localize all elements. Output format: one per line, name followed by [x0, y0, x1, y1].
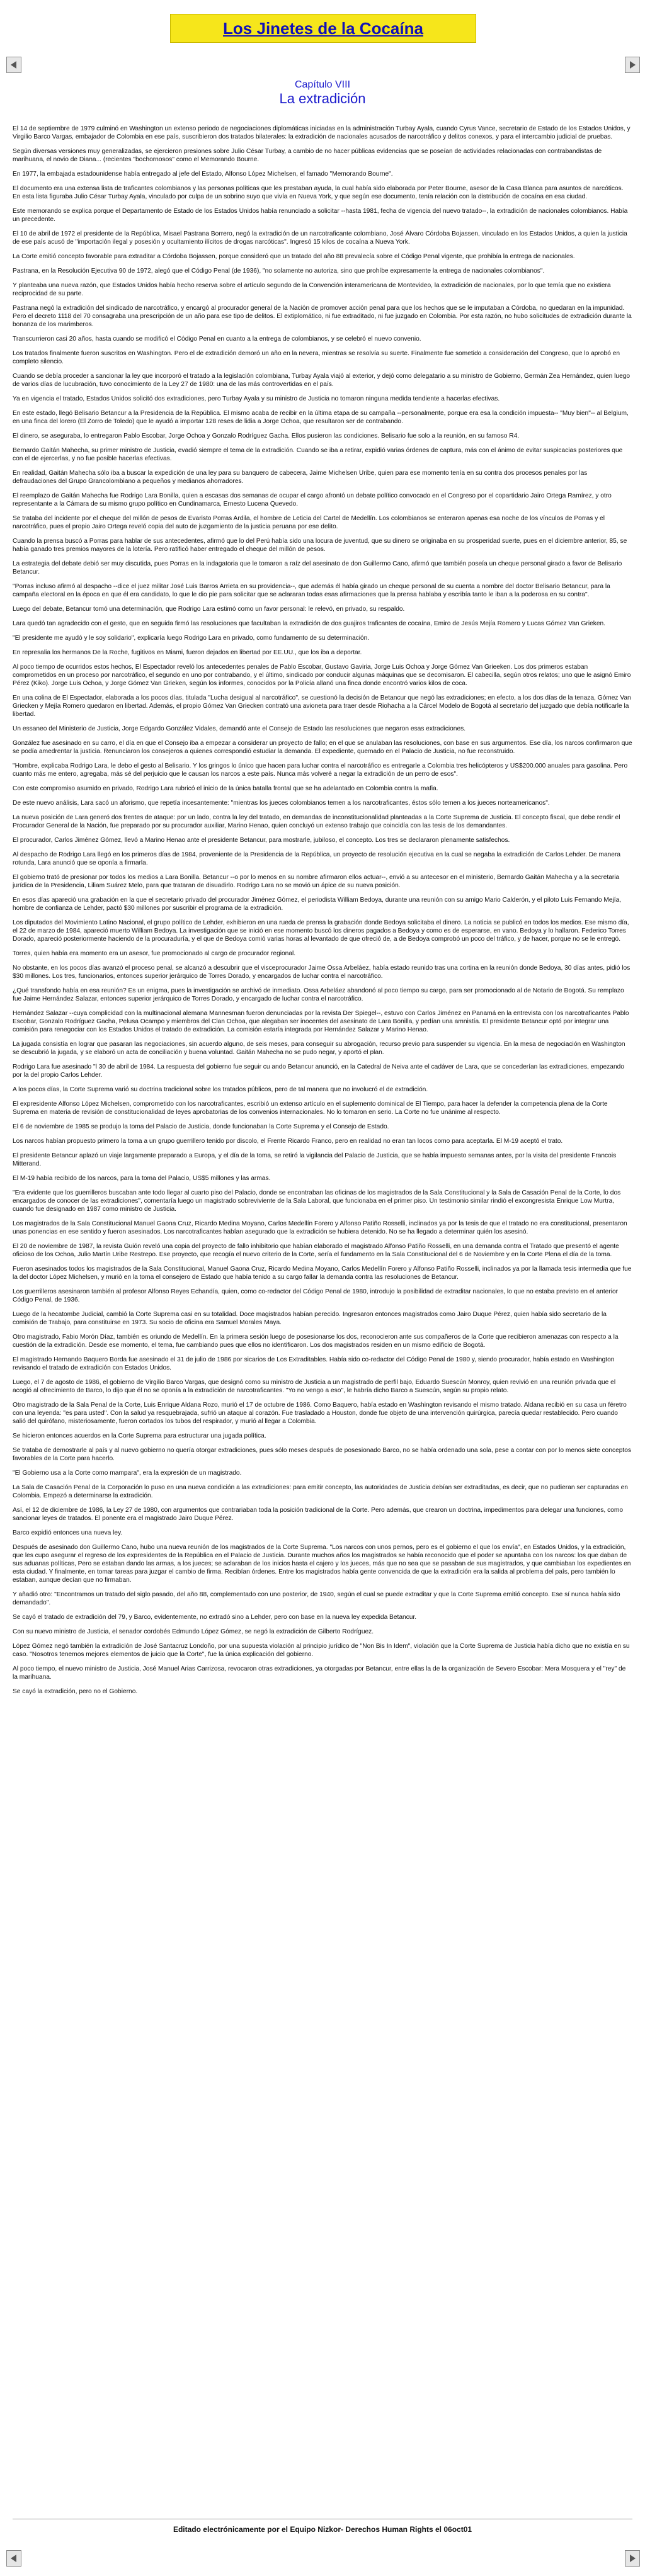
body-paragraph: Con su nuevo ministro de Justicia, el senador cordobés Edmundo López Gómez, se negó la extradición de Gilberto Rodríguez. [13, 1628, 374, 1635]
body-paragraph: Según diversas versiones muy generalizadas, se ejercieron presiones sobre Julio César Turbay, a cambio de no hacer públicas evidencias que se poseían de actividades relacionadas con contrabandistas de marihuana, el novio de Diana... (recientes "bochornosos" como el Memorando Bourne. [13, 148, 602, 163]
footer-credit: Editado electrónicamente por el Equipo Nizkor- Derechos Human Rights el 06oct01 [173, 2525, 472, 2534]
body-paragraph: En realidad, Gaitán Mahecha sólo iba a buscar la expedición de una ley para su banquero de cabecera, Jaime Michelsen Uribe, quien para ese momento tenía en su contra dos procesos penales por las defraudaciones del Grupo Grancolombiano a pequeños y medianos ahorradores. [13, 470, 588, 485]
nav-prev-button-bottom[interactable] [6, 2550, 21, 2567]
body-paragraph: A los pocos días, la Corte Suprema varió su doctrina tradicional sobre los tratados públicos, pero de tal manera que no involucró el de extradición. [13, 1086, 428, 1093]
body-paragraph: La Sala de Casación Penal de la Corporación lo puso en una nueva condición a las extradiciones: para emitir concepto, las autoridades de Justicia debían ser extraditadas, es decir, que no pudieran ser capturadas en Colombia. Empezó a determinarse la extradición. [13, 1484, 628, 1499]
body-paragraph: Un essaneo del Ministerio de Justicia, Jorge Edgardo González Vidales, demandó ante el Consejo de Estado las resoluciones que negaron esas extradiciones. [13, 725, 466, 732]
left-arrow-icon [9, 2554, 18, 2563]
body-paragraph: El 6 de noviembre de 1985 se produjo la toma del Palacio de Justicia, donde funcionaban la Corte Suprema y el Consejo de Estado. [13, 1123, 389, 1130]
body-paragraph: Pastrana, en la Resolución Ejecutiva 90 de 1972, alegó que el Código Penal (de 1936), "no solamente no autoriza, sino que prohíbe expresamente la entrega de nacionales colombianos". [13, 268, 545, 275]
body-paragraph: Y planteaba una nueva razón, que Estados Unidos había hecho reserva sobre el artículo segundo de la Convención interamericana de Montevideo, la extradición de nacionales, por lo que temía que no existiera reciprocidad de su parte. [13, 282, 611, 297]
body-paragraph: Se cayó la extradición, pero no el Gobierno. [13, 1688, 138, 1695]
body-paragraph: La Corte emitió concepto favorable para extraditar a Córdoba Bojassen, porque consideró que un tratado del año 88 prevalecía sobre el Código Penal vigente, que prohibía la entrega de nacionales. [13, 253, 575, 260]
body-paragraph: Otro magistrado, Fabio Morón Díaz, también es oriundo de Medellín. En la primera sesión luego de posesionarse los dos, reconocieron ante sus compañeros de la Corte que recibieron amenazas con respecto a la cuestión de la extradición. Desde ese momento, el tema, fue cambiando pues que ellos no identificaron. Los dos magistrados residen en un mismo edificio de Bogotá. [13, 1334, 619, 1349]
body-paragraph: El 10 de abril de 1972 el presidente de la República, Misael Pastrana Borrero, negó la extradición de un narcotraficante colombiano, José Álvaro Córdoba Bojassen, vinculado en los Estados Unidos, a quien la justicia de ese país acusó de "importación ilegal y posesión y ocultamiento ilícitos de drogas narcóticas". Ingresó 15 kilos de cocaína a Nueva York. [13, 230, 627, 246]
body-paragraph: El 14 de septiembre de 1979 culminó en Washington un extenso periodo de negociaciones diplomáticas iniciadas en la administración Turbay Ayala, cuando Cyrus Vance, secretario de Estado de los Estados Unidos, y Virgilio Barco Vargas, embajador de Colombia en ese país, suscribieron dos tratados bilaterales: la extradición de nacionales acusados de narcotráfico y delitos conexos, y para el intercambio judicial de pruebas. [13, 125, 631, 140]
body-paragraph: Barco expidió entonces una nueva ley. [13, 1529, 123, 1536]
chapter-number: Capítulo VIII [294, 79, 351, 90]
body-paragraph: Después de asesinado don Guillermo Cano, hubo una nueva reunión de los magistrados de la Corte Suprema. "Los narcos con unos pernos, pero es el gobierno el que los envía", en Estados Unidos, y la extradición, que les cupo asegurar el regreso de los expresidentes de la República en el Palacio de Justicia. Durante muchos años los magistrados se había reconocido que el poder se apuntaba con los narcos: los que daban de sus aduanas políticas, Pero se estaban dando las armas, a los jueces; se aclaraban de los inicios hasta el cajero y los jueces, más que no sea que se pasaban de sus magistrados, y que cambiaban los expedientes en esta ciudad. Y finalmente, en tomar tareas para juzgar el cambio de firma. Recibían órdenes. Entre los magistrados había gente convencida de que la extradición era la salida al problema del país, pero también lo estaban, aunque decían que no firmaban. [13, 1544, 631, 1584]
body-paragraph: En 1977, la embajada estadounidense había entregado al jefe del Estado, Alfonso López Michelsen, el famado "Memorando Bourne". [13, 171, 393, 178]
body-paragraph: Rodrigo Lara fue asesinado "l 30 de abril de 1984. La respuesta del gobierno fue seguir cu ando Betancur anunció, en la Catedral de Neiva ante el cadáver de Lara, que se concederían las extradiciones, empezando por la del propio Carlos Lehder. [13, 1064, 624, 1079]
body-paragraph: Los tratados finalmente fueron suscritos en Washington. Pero el de extradición demoró un año en la nevera, mientras se resolvía su suerte. Finalmente fue sometido a consideración del Congreso, que lo aprobó en completo silencio. [13, 350, 620, 365]
nav-prev-button[interactable] [6, 57, 21, 73]
body-paragraph: El reemplazo de Gaitán Mahecha fue Rodrigo Lara Bonilla, quien a escasas dos semanas de ocupar el cargo afrontó un debate político convocado en el Congreso por el copartidario Jairo Ortega Ramírez, y otro representante a la Cámara de su mismo grupo político en Cundinamarca, Ernesto Lucena Quevedo. [13, 492, 612, 508]
right-arrow-icon [628, 60, 637, 69]
body-paragraph: El expresidente Alfonso López Michelsen, comprometido con los narcotraficantes, escribió un extenso artículo en el suplemento dominical de El Tiempo, para hacer la defender la competencia plena de la Corte Suprema en materia de revisión de constitucionalidad de leyes aprobatorias de los convenios internacionales. No lo tomaron en serio. La Corte no fue unánime al respecto. [13, 1101, 608, 1116]
body-paragraph: Se hicieron entonces acuerdos en la Corte Suprema para estructurar una jugada política. [13, 1433, 266, 1439]
body-paragraph: Hernández Salazar --cuya complicidad con la multinacional alemana Mannesman fueron denunciadas por la revista Der Spiegel--, estuvo con Carlos Jiménez en Panamá en la entrevista con los narcotraficantes Pablo Escobar, Gonzalo Rodríguez Gacha, Pelusa Ocampo y miembros del Clan Ochoa, que alegaban ser inocentes del asesinato de Lara Bonilla, y pedían una amnistía. El presidente Betancur optó por integrar una comisión para renegociar con los Estados Unidos el tratado de extradición. La comisión estaría integrada por Hernández Salazar y Marino Henao. [13, 1010, 629, 1033]
body-paragraph: Luego de la hecatombe Judicial, cambió la Corte Suprema casi en su totalidad. Doce magistrados habían perecido. Ingresaron entonces magistrados como Jairo Duque Pérez, quien había sido secretario de la comisión de Trabajo, para constituirse en 1973. Su socio de oficina era Samuel Morales Maya. [13, 1311, 607, 1326]
body-paragraph: Se trataba de demostrarle al país y al nuevo gobierno no quería otorgar extradiciones, pues sólo meses después de posesionado Barco, no se había ordenado una sola, pese a contar con por lo menos siete conceptos favorables de la Corte para hacerlo. [13, 1447, 632, 1462]
body-paragraph: Los narcos habían propuesto primero la toma a un grupo guerrillero tenido por discolo, el Frente Ricardo Franco, pero en realidad no eran tan locos como para aceptarla. El M-19 aceptó el trato. [13, 1138, 563, 1145]
body-paragraph: Cuando se debía proceder a sancionar la ley que incorporó el tratado a la legislación colombiana, Turbay Ayala viajó al exterior, y dejó como delegatario a su ministro de Gobierno, Germán Zea Hernández, quien luego de varios días de lucubración, tuvo conocimiento de la Ley 27 de 1980: una de las más controvertidas en el país. [13, 373, 631, 388]
body-paragraph: La nueva posición de Lara generó dos frentes de ataque: por un lado, contra la ley del tratado, en demandas de inconstitucionalidad planteadas a la Corte Suprema de Justicia. El concepto fiscal, que debe rendir el Procurador General de la Nación, fue preparado por su procurador auxiliar, Marino Henao, quien concluyó un extenso trabajo que coincidía con las tesis de los demandantes. [13, 814, 620, 829]
body-paragraph: El M-19 había recibido de los narcos, para la toma del Palacio, US$5 millones y las armas. [13, 1175, 271, 1182]
body-paragraph: La estrategia del debate debió ser muy discutida, pues Porras en la indagatoria que le tomaron a raíz del asesinato de don Guillermo Cano, afirmó que también poseía un cheque personal girado a favor de Belisario Betancur. [13, 560, 622, 576]
book-title-box [170, 14, 476, 43]
body-paragraph: El presidente Betancur aplazó un viaje largamente preparado a Europa, y el día de la toma, se retiró la vigilancia del Palacio de Justicia, que se había impuesto semanas antes, por la visita del presidente Francois Mitterand. [13, 1152, 617, 1167]
right-arrow-icon [628, 2554, 637, 2563]
body-paragraph: ¿Qué transfondo había en esa reunión? Es un enigma, pues la investigación se archivó de inmediato. Ossa Arbeláez abandonó al poco tiempo su cargo, para ser promocionado al de Notario de Bogotá. Su remplazo fue Jaime Hernández Salazar, entonces superior jerárquico de Torres Dorado, y encargado de luchar contra el narcotráfico. [13, 987, 624, 1002]
body-paragraph: Se cayó el tratado de extradición del 79, y Barco, evidentemente, no extradó sino a Lehder, pero con base en la nueva ley expedida Betancur. [13, 1614, 417, 1621]
chapter-title: La extradición [279, 91, 366, 106]
book-title-link[interactable]: Los Jinetes de la Cocaína [223, 18, 423, 38]
body-paragraph: Transcurrieron casi 20 años, hasta cuando se modificó el Código Penal en cuanto a la entrega de colombianos, y se celebró el nuevo convenio. [13, 336, 421, 343]
body-paragraph: De este nuevo análisis, Lara sacó un aforismo, que repetía incesantemente: "mientras los jueces colombianos temen a los narcotraficantes, éstos sólo temen a los jueces norteamericanos". [13, 800, 550, 807]
nav-next-button[interactable] [625, 57, 640, 73]
body-paragraph: Los diputados del Movimiento Latino Nacional, el grupo político de Lehder, exhibieron en una rueda de prensa la grabación donde Bedoya solicitaba el dinero. La noticia se publicó en todos los medios. Ese mismo día, el 22 de marzo de 1984, apareció muerto William Bedoya. La investigación que se inició en ese momento buscó los dineros pagados a Bedoya y como es de esperarse, en vano. Bedoya y lo hallaron. Federico Torres Dorado, apareció posteriormente haciendo de la procuraduría, y el que de Bedoya comió varias horas al levantado de que ofreció de, a de Bedoya comprobó un poco del tráfico, y de hacer, porque no se le entregó. [13, 919, 629, 943]
nav-next-button-bottom[interactable] [625, 2550, 640, 2567]
body-paragraph: El documento era una extensa lista de traficantes colombianos y las personas políticas que les prestaban ayuda, la cual había sido elaborada por Peter Bourne, asesor de la Casa Blanca para asuntos de narcóticos. En esta lista figuraba Julio César Turbay Ayala, vinculado por culpa de un sobrino suyo que vivía en Nueva York, y que según ese documento, tenía relación con la distribución de cocaína en esa ciudad. [13, 185, 624, 200]
body-paragraph: El magistrado Hernando Baquero Borda fue asesinado el 31 de julio de 1986 por sicarios de Los Extraditables. Había sido co-redactor del Código Penal de 1980 y, siendo procurador, había estado en Washington revisando el tratado de extradición con Estados Unidos. [13, 1356, 615, 1371]
body-paragraph: Luego del debate, Betancur tomó una determinación, que Rodrigo Lara estimó como un favor personal: le relevó, en privado, su respaldo. [13, 606, 405, 613]
body-paragraph: López Gómez negó también la extradición de José Santacruz Londoño, por una supuesta violación al principio jurídico de "Non Bis In Idem", violación que la Corte Suprema de Justicia había dicho que no existía en su caso. "Nosotros tenemos mejores elementos de juicio que la Corte", fue la única explicación del gobierno. [13, 1643, 630, 1658]
body-paragraph: No obstante, en los pocos días avanzó el proceso penal, se alcanzó a descubrir que el visceprocurador Jaime Ossa Arbeláez, había estado reunido tras una cortina en la reunión donde Bedoya, 30 días antes, pidió los $30 millones. Los tres, funcionarios, entonces superior jerárquico de Torres Dorado, y encargados de luchar contra el narcotráfico. [13, 965, 631, 980]
body-paragraph: En esos días apareció una grabación en la que el secretario privado del procurador Jiménez Gómez, el periodista William Bedoya, durante una reunión con su amigo Mario Calderón, y el piloto Luis Fernando Mejía, hombre de confianza de Lehder, pactó $30 millones por suscribir el programa de la extradición. [13, 897, 622, 912]
body-paragraph: Pastrana negó la extradición del sindicado de narcotráfico, y encargó al procurador general de la Nación de promover acción penal para que los hechos que se le imputaban a Córdoba, no quedaran en la impunidad. Pero el decreto 1118 del 70 consagraba una prescripción de un año para ese tipo de delitos. El extiplomático, ni fue extraditado, ni fue juzgado en Colombia. Por esta razón, no hubo solicitudes de extradición durante la bonanza de los marimberos. [13, 305, 632, 328]
body-paragraph: En este estado, llegó Belisario Betancur a la Presidencia de la República. El mismo acaba de recibir en la última etapa de su campaña --personalmente, porque era esa la condición impuesta-- "Muy bien"-- al Belgium, en una finca del lorero (El Zorro de Toledo) que le ayudó a importar 128 reses de lidia a Jorge Ochoa, que resultaron ser de contrabando. [13, 410, 629, 425]
body-paragraph: Cuando la prensa buscó a Porras para hablar de sus antecedentes, afirmó que lo del Perú había sido una locura de juventud, que su dinero se originaba en su prosperidad suerte, pues en el diciembre anterior, 85, se había ganado tres premios mayores de la lotería. Pero ratificó haber entregado el cheque del millón de pesos. [13, 538, 627, 553]
body-paragraph: En una colina de El Espectador, elaborada a los pocos días, titulada "Lucha desigual al narcotráfico", se cuestionó la decisión de Betancur que negó las extradiciones; en efecto, a los dos días de la tenaza, Gómez Van Griecken y Mejía Romero quedaron en libertad. Además, el propio Gómez Van Griecken contrató una avioneta para traer desde Riohacha a la Cárcel Modelo de Bogotá al secretario del juzgado que debía notificarle la libertad. [13, 695, 631, 718]
body-paragraph: González fue asesinado en su carro, el día en que el Consejo iba a empezar a considerar un proyecto de fallo; en el que se anulaban las resoluciones, con base en sus argumentos. Ese día, los narcos confirmaron que se podía amedrentar la justicia. Renunciaron los consejeros a quienes correspondió estudiar la demanda. El expediente, quemado en el Palacio de Justicia, no fue reconstruido. [13, 740, 632, 755]
body-paragraph: El dinero, se aseguraba, lo entregaron Pablo Escobar, Jorge Ochoa y Gonzalo Rodríguez Gacha. Ellos pusieron las condiciones. Belisario fue solo a la reunión, en su famoso R4. [13, 433, 520, 440]
body-paragraph: Se trataba del incidente por el cheque del millón de pesos de Evaristo Porras Ardila, el hombre de Leticia del Cartel de Medellín. Los colombianos se enteraron apenas esa noche de los vínculos de Porras y el narcotráfico, pues el propio Jairo Ortega reveló copia del auto de juzgamiento de la justicia peruana por ese delito. [13, 515, 605, 530]
body-paragraph: Este memorando se explica porque el Departamento de Estado de los Estados Unidos había renunciado a solicitar --hasta 1981, fecha de vigencia del nuevo tratado--, la extradición de nacionales colombianos. Había un precedente. [13, 208, 628, 223]
article-body [13, 125, 632, 1702]
body-paragraph: Con este compromiso asumido en privado, Rodrigo Lara rubricó el inicio de la única batalla frontal que se ha adelantado en Colombia contra la mafia. [13, 785, 438, 792]
body-paragraph: Al despacho de Rodrigo Lara llegó en los primeros días de 1984, proveniente de la Presidencia de la República, un proyecto de resolución ejecutiva en la cual se negaba la extradición de Carlos Lehder. De manera rotunda, Lara anunció que se oponía a firmarla. [13, 851, 621, 866]
body-paragraph: Ya en vigencia el tratado, Estados Unidos solicitó dos extradiciones, pero Turbay Ayala y su ministro de Justicia no tomaron ninguna medida tendiente a hacerlas efectivas. [13, 395, 500, 402]
body-paragraph: Así, el 12 de diciembre de 1986, la Ley 27 de 1980, con argumentos que contrariaban toda la posición tradicional de la Corte. Pero además, que crearon un doctrina, impedimentos para delegar una funciones, como sancionar leyes de tratados. El ponente era el magistrado Jairo Duque Pérez. [13, 1507, 623, 1522]
body-paragraph: Luego, el 7 de agosto de 1986, el gobierno de Virgilio Barco Vargas, que designó como su ministro de Justicia a un magistrado de perfil bajo, Eduardo Suescún Monroy, quien revivió en una reunión privada que el acogió al ofrecimiento de Barco, lo dijo que él no se oponía a la extradición de narcotraficantes. "Yo no vengo a eso", le habría dicho Barco a Suescún, según su propio relato. [13, 1379, 616, 1394]
body-paragraph: Los guerrilleros asesinaron también al profesor Alfonso Reyes Echandía, quien, como co-redactor del Código Penal de 1980, introdujo la posibilidad de extraditar nacionales, lo que no estaba previsto en el anterior Código Penal, de 1936. [13, 1288, 619, 1303]
body-paragraph: Y añadió otro: "Encontramos un tratado del siglo pasado, del año 88, complementado con uno posterior, de 1940, según el cual se puede extraditar y que la Corte Suprema emitió concepto. Ese sí nunca había sido demandado". [13, 1591, 620, 1606]
body-paragraph: La jugada consistía en lograr que pasaran las negociaciones, sin acuerdo alguno, de seis meses, para conseguir su abrogación, recurso previo para suspender su vigencia. En la mesa de negociación en Washington se descubrió la jugada, y se elaboró un acta de conciliación y buena voluntad. Gaitán Mahecha no se pudo negar, y aportó el plan. [13, 1041, 625, 1056]
body-paragraph: Al poco tiempo de ocurridos estos hechos, El Espectador reveló los antecedentes penales de Pablo Escobar, Gustavo Gaviria, Jorge Luis Ochoa y Jorge Gómez Van Grieeken. Los dos primeros estaban comprometidos en un proceso por narcotráfico, el segundo en uno por contrabando, y el último, sindicado por conducir algunas máquinas que se decomisaron. El cabecilla, según otros relatos; uno que le asignó Emiro Pérez (Kiko). Jorge Luis Ochoa, y Jorge Gómez Van Grieken, según los informes, conocidos por la Policía allanó una finca donde encontró varios kilos de coca. [13, 664, 631, 687]
body-paragraph: Al poco tiempo, el nuevo ministro de Justicia, José Manuel Arias Carrizosa, revocaron otras extradiciones, ya otorgadas por Betancur, entre ellas la de la organización de Severo Escobar: Mera Mosquera y el "rey" de la marihuana. [13, 1665, 626, 1681]
body-paragraph: Otro magistrado de la Sala Penal de la Corte, Luis Enrique Aldana Rozo, murió el 17 de octubre de 1986. Como Baquero, había estado en Washington revisando el mismo tratado. Aldana recibió en su casa un féretro con una leyenda: "es para usted". Con la salud ya resquebrajada, sufrió un ataque al corazón. Fue trasladado a Houston, donde fue objeto de una intervención quirúrgica, parecía quedar restablecido. Pero cuando salió del quirófano, misteriosamente, fueron cortados los tubos del respirador, y murió al llegar a Colombia. [13, 1402, 627, 1425]
body-paragraph: Lara quedó tan agradecido con el gesto, que en seguida firmó las resoluciones que facultaban la extradición de dos guajiros traficantes de cocaína, Emiro de Jesús Mejía Romero y Lucas Gómez Van Grieken. [13, 620, 605, 627]
body-paragraph: Los magistrados de la Sala Constitucional Manuel Gaona Cruz, Ricardo Medina Moyano, Carlos Medellín Forero y Alfonso Patiño Rosselli, inclinados ya por la tesis de que el tratado no era constitucional, presentaron unas ponencias en ese sentido y fueron asesinados. Los narcotraficantes habían asegurado que la extradición se hubiera detenido. No se ha llegado a determinar quién los asesinó. [13, 1220, 627, 1235]
body-paragraph: Bernardo Gaitán Mahecha, su primer ministro de Justicia, evadió siempre el tema de la extradición. Cuando se iba a retirar, expidió varias órdenes de captura, más con el ánimo de evitar suspicacias posteriores que con el de ejercerlas, y no fue posible hacerlas efectivas. [13, 447, 623, 462]
header-bar [0, 0, 645, 52]
body-paragraph: Torres, quien había era momento era un asesor, fue promocionado al cargo de procurador regional. [13, 950, 296, 957]
body-paragraph: El 20 de noviembre de 1987, la revista Guión reveló una copia del proyecto de fallo inhibitorio que habían elaborado el magistrado Alfonso Patiño Rosselli, en una demanda contra el Tratado que presentó el agente oficioso de los Ochoa, Julio Martín Uribe Restrepo. Ese proyecto, que recogía el nuevo criterio de la Corte, sería el fundamento en la Sala Constitucional del 6 de Noviembre y en la Corte Plena el día de la toma. [13, 1243, 619, 1258]
body-paragraph: "El presidente me ayudó y le soy solidario", explicaría luego Rodrigo Lara en privado, como fundamento de su determinación. [13, 635, 370, 642]
body-paragraph: En represalia los hermanos De la Roche, fugitivos en Miami, fueron dejados en libertad por EE.UU., que los iba a deportar. [13, 649, 362, 656]
body-paragraph: Fueron asesinados todos los magistrados de la Sala Constitucional, Manuel Gaona Cruz, Ricardo Medina Moyano, Carlos Medellín Forero y Alfonso Patiño Rosselli, inclinados ya por la llamada tesis intermedia que fue la del doctor López Michelsen, y murió en la toma el consejero de Estado que había tenido a su cargo fallar la demanda contra las resoluciones de Betancur. [13, 1266, 632, 1281]
body-paragraph: El gobierno trató de presionar por todos los medios a Lara Bonilla. Betancur --o por lo menos en su nombre afirmaron ellos actuar--, envió a su antecesor en el ministerio, Bernardo Gaitán Mahecha y a la secretaria jurídica de la Presidencia, Liliam Suárez Melo, para que trataran de disuadirlo. Rodrigo Lara no se movió un ápice de su nueva posición. [13, 874, 620, 889]
body-paragraph: "Hombre, explicaba Rodrigo Lara, le debo el gesto al Belisario. Y los gringos lo único que hacen para luchar contra el narcotráfico es entregarle a Colombia tres helicópteros y US$200.000 anuales para gasolina. Pero cuanto más me entero, agregaba, más sé del perjuicio que le causan los narcos a este país. Nunca más volveré a negar la extradición de un perro de esos". [13, 763, 628, 778]
body-paragraph: "Porras incluso afirmó al despacho --dice el juez militar José Luis Barros Arrieta en su providencia--, que además él había girado un cheque personal de su cuenta a nombre del doctor Belisario Betancur, para la campaña electoral en la época en que él era candidato, lo que le dio pie para solicitar que se aclararan todas esas afirmaciones que la prensa hablaba y escribía tanto le iban a la poderosa en su contra". [13, 583, 610, 598]
body-paragraph: El procurador, Carlos Jiménez Gómez, llevó a Marino Henao ante el presidente Betancur, para mostrarle, jubiloso, el concepto. Los tres se declararon plenamente satisfechos. [13, 837, 510, 844]
left-arrow-icon [9, 60, 18, 69]
body-paragraph: "Era evidente que los guerrilleros buscaban ante todo llegar al cuarto piso del Palacio, donde se encontraban las oficinas de los magistrados de la Sala Constitucional y la Sala de Casación Penal de la Corte, lo dos encargados de conocer de las extradiciones", comentaría luego un magistrado sobreviviente de la Sala Laboral, que funcionaba en el primer piso. Un testimonio similar rindió el excongresista Enrique Low Murtra, cuando fue designado en 1987 como ministro de Justicia. [13, 1189, 621, 1213]
body-paragraph: "El Gobierno usa a la Corte como mampara", era la expresión de un magistrado. [13, 1470, 242, 1477]
